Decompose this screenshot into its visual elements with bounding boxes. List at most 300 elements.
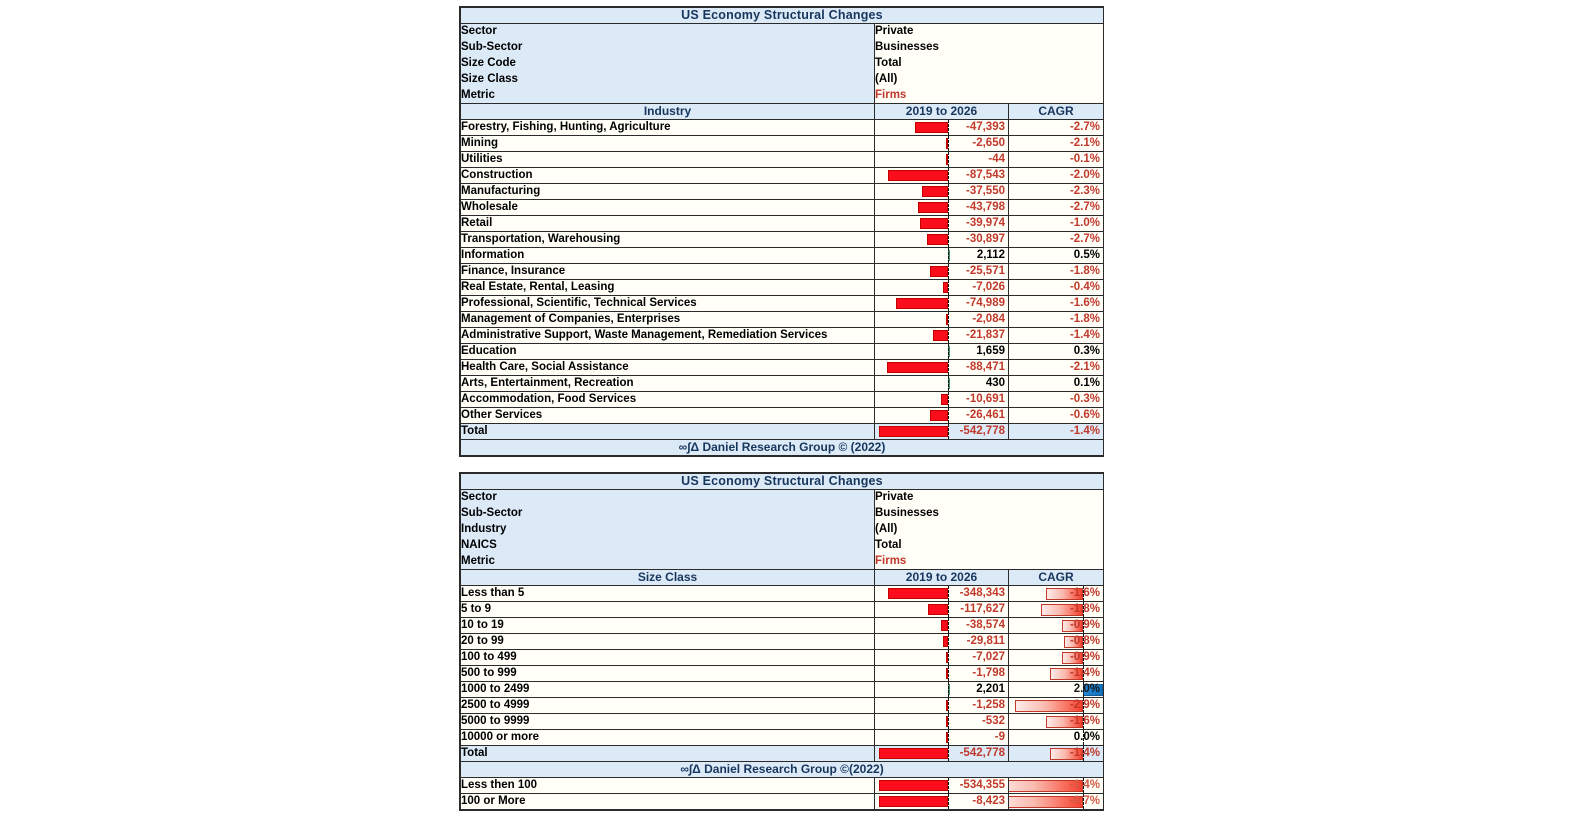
size-summary-rows bbox=[461, 778, 1104, 810]
industry-cagr-value: -2.7% bbox=[1069, 121, 1100, 133]
industry-change-cell bbox=[875, 344, 1009, 360]
industry-change-zero-line bbox=[948, 408, 949, 423]
industry-row-label: Administrative Support, Waste Management, Remediation Services bbox=[461, 328, 875, 344]
industry-change-zero-line bbox=[948, 360, 949, 375]
size-cagr-value: -1.8% bbox=[1069, 603, 1100, 615]
industry-change-bar bbox=[930, 266, 948, 277]
size-change-cell bbox=[875, 650, 1009, 666]
size-change-value: -117,627 bbox=[960, 603, 1005, 615]
size-change-value: -542,778 bbox=[959, 747, 1005, 759]
size-change-zero-line bbox=[948, 666, 949, 681]
size-cagr-value: -1.4% bbox=[1069, 747, 1100, 759]
industry-cagr-cell bbox=[1009, 264, 1104, 280]
industry-footer-row bbox=[461, 440, 1104, 456]
industry-cagr-value: -2.7% bbox=[1069, 201, 1100, 213]
industry-cagr-cell bbox=[1009, 376, 1104, 392]
size-summary-cagr-cell bbox=[1009, 794, 1104, 810]
industry-table-row[interactable] bbox=[461, 408, 1104, 424]
size-filter-value: (All) bbox=[875, 522, 1104, 538]
size-row-label: 2500 to 4999 bbox=[461, 698, 875, 714]
industry-row-label: Construction bbox=[461, 168, 875, 184]
industry-change-value: 430 bbox=[985, 377, 1005, 389]
industry-cagr-cell bbox=[1009, 280, 1104, 296]
industry-change-value: 1,659 bbox=[976, 345, 1005, 357]
industry-row-label: Arts, Entertainment, Recreation bbox=[461, 376, 875, 392]
size-filter-row bbox=[461, 522, 1104, 538]
size-table-row[interactable] bbox=[461, 714, 1104, 730]
industry-change-zero-line bbox=[948, 312, 949, 327]
size-change-cell bbox=[875, 698, 1009, 714]
size-filter-label: Metric bbox=[461, 554, 875, 570]
size-change-zero-line bbox=[948, 650, 949, 665]
industry-row-label: Other Services bbox=[461, 408, 875, 424]
industry-change-zero-line bbox=[948, 136, 949, 151]
industry-cagr-value: -0.4% bbox=[1069, 281, 1100, 293]
size-footer: ∞∫Δ Daniel Research Group ©(2022) bbox=[461, 762, 1104, 778]
industry-change-value: 2,112 bbox=[976, 249, 1005, 261]
size-class-table bbox=[460, 473, 1104, 810]
industry-cagr-cell bbox=[1009, 424, 1104, 440]
size-change-zero-line bbox=[948, 634, 949, 649]
size-summary-change-cell bbox=[875, 794, 1009, 810]
industry-cagr-value: -2.3% bbox=[1069, 185, 1100, 197]
industry-change-zero-line bbox=[948, 200, 949, 215]
industry-change-value: -37,550 bbox=[965, 185, 1005, 197]
industry-cagr-cell bbox=[1009, 408, 1104, 424]
industry-change-bar bbox=[933, 330, 948, 341]
size-row-label: 500 to 999 bbox=[461, 666, 875, 682]
industry-change-value: -21,837 bbox=[965, 329, 1005, 341]
industry-change-cell bbox=[875, 152, 1009, 168]
industry-cagr-cell bbox=[1009, 312, 1104, 328]
size-class-report-panel bbox=[459, 472, 1104, 811]
industry-table-row[interactable] bbox=[461, 216, 1104, 232]
size-change-cell bbox=[875, 682, 1009, 698]
size-cagr-cell bbox=[1009, 650, 1104, 666]
industry-change-bar bbox=[879, 426, 948, 437]
size-cagr-cell bbox=[1009, 634, 1104, 650]
size-summary-row-label: 100 or More bbox=[461, 794, 875, 810]
size-change-cell bbox=[875, 586, 1009, 602]
size-change-cell bbox=[875, 714, 1009, 730]
industry-table-row[interactable] bbox=[461, 136, 1104, 152]
industry-change-cell bbox=[875, 200, 1009, 216]
size-summary-table-row[interactable] bbox=[461, 778, 1104, 794]
industry-filter-value: (All) bbox=[875, 72, 1104, 88]
industry-change-value: -44 bbox=[988, 153, 1005, 165]
industry-table-row[interactable] bbox=[461, 328, 1104, 344]
size-summary-cagr-value: -1.4% bbox=[1069, 779, 1100, 791]
industry-cagr-cell bbox=[1009, 216, 1104, 232]
industry-table-row[interactable] bbox=[461, 296, 1104, 312]
size-table-row[interactable] bbox=[461, 730, 1104, 746]
size-table-row[interactable] bbox=[461, 650, 1104, 666]
size-change-value: -29,811 bbox=[966, 635, 1005, 647]
industry-change-value: -43,798 bbox=[965, 201, 1005, 213]
industry-cagr-value: 0.1% bbox=[1073, 377, 1100, 389]
size-filter-row bbox=[461, 506, 1104, 522]
industry-cagr-cell bbox=[1009, 296, 1104, 312]
industry-change-cell bbox=[875, 248, 1009, 264]
size-cagr-cell bbox=[1009, 618, 1104, 634]
size-col-cagr: CAGR bbox=[1009, 570, 1104, 586]
size-cagr-value: 0.0% bbox=[1073, 731, 1100, 743]
size-col-label: Size Class bbox=[461, 570, 875, 586]
size-filter-label: Sub-Sector bbox=[461, 506, 875, 522]
size-change-cell bbox=[875, 730, 1009, 746]
industry-table-row[interactable] bbox=[461, 232, 1104, 248]
industry-change-bar bbox=[941, 394, 948, 405]
industry-row-label: Accommodation, Food Services bbox=[461, 392, 875, 408]
industry-filter-block bbox=[461, 24, 1104, 104]
size-row-label: 5000 to 9999 bbox=[461, 714, 875, 730]
industry-column-header-row bbox=[461, 104, 1104, 120]
size-cagr-cell bbox=[1009, 682, 1104, 698]
industry-filter-value: Businesses bbox=[875, 40, 1104, 56]
industry-change-zero-line bbox=[948, 376, 949, 391]
industry-cagr-value: -0.6% bbox=[1069, 409, 1100, 421]
size-summary-change-zero-line bbox=[948, 794, 949, 809]
industry-change-cell bbox=[875, 184, 1009, 200]
size-filter-value: Firms bbox=[875, 554, 1104, 570]
industry-table-row[interactable] bbox=[461, 376, 1104, 392]
industry-table-row[interactable] bbox=[461, 200, 1104, 216]
industry-change-bar bbox=[920, 218, 948, 229]
industry-change-cell bbox=[875, 264, 1009, 280]
size-cagr-value: -2.9% bbox=[1069, 699, 1100, 711]
industry-filter-label: Metric bbox=[461, 88, 875, 104]
industry-change-cell bbox=[875, 280, 1009, 296]
industry-table-row[interactable] bbox=[461, 280, 1104, 296]
industry-filter-value: Firms bbox=[875, 88, 1104, 104]
industry-cagr-value: -2.1% bbox=[1069, 137, 1100, 149]
industry-change-value: -542,778 bbox=[959, 425, 1005, 437]
size-filter-row bbox=[461, 538, 1104, 554]
size-col-change: 2019 to 2026 bbox=[875, 570, 1009, 586]
industry-cagr-value: -0.1% bbox=[1069, 153, 1100, 165]
size-summary-change-bar bbox=[879, 780, 948, 791]
industry-table-row[interactable] bbox=[461, 392, 1104, 408]
industry-row-label: Utilities bbox=[461, 152, 875, 168]
size-data-rows bbox=[461, 586, 1104, 762]
industry-change-value: -2,084 bbox=[972, 313, 1005, 325]
industry-filter-row bbox=[461, 88, 1104, 104]
size-summary-cagr-cell bbox=[1009, 778, 1104, 794]
industry-change-value: -39,974 bbox=[965, 217, 1005, 229]
industry-table-row[interactable] bbox=[461, 424, 1104, 440]
size-filter-label: Industry bbox=[461, 522, 875, 538]
industry-cagr-cell bbox=[1009, 200, 1104, 216]
size-table-row[interactable] bbox=[461, 602, 1104, 618]
industry-change-value: -10,691 bbox=[965, 393, 1005, 405]
industry-filter-row bbox=[461, 24, 1104, 40]
industry-report-panel bbox=[459, 6, 1104, 457]
size-footer-row bbox=[461, 762, 1104, 778]
size-change-zero-line bbox=[948, 682, 949, 697]
size-change-cell bbox=[875, 746, 1009, 762]
industry-col-cagr: CAGR bbox=[1009, 104, 1104, 120]
size-change-bar bbox=[928, 604, 948, 615]
industry-cagr-cell bbox=[1009, 120, 1104, 136]
industry-change-zero-line bbox=[948, 296, 949, 311]
industry-change-cell bbox=[875, 424, 1009, 440]
industry-cagr-value: -1.4% bbox=[1069, 425, 1100, 437]
industry-change-zero-line bbox=[948, 168, 949, 183]
size-change-value: -348,343 bbox=[959, 587, 1005, 599]
industry-row-label: Forestry, Fishing, Hunting, Agriculture bbox=[461, 120, 875, 136]
size-change-zero-line bbox=[948, 698, 949, 713]
size-change-zero-line bbox=[948, 746, 949, 761]
industry-cagr-value: -2.0% bbox=[1069, 169, 1100, 181]
industry-change-value: -30,897 bbox=[965, 233, 1005, 245]
industry-change-zero-line bbox=[948, 328, 949, 343]
size-change-value: -1,798 bbox=[972, 667, 1005, 679]
size-cagr-value: -0.9% bbox=[1069, 651, 1100, 663]
industry-cagr-cell bbox=[1009, 232, 1104, 248]
size-change-bar bbox=[941, 620, 948, 631]
industry-row-label: Transportation, Warehousing bbox=[461, 232, 875, 248]
industry-change-bar bbox=[887, 362, 948, 373]
industry-filter-row bbox=[461, 40, 1104, 56]
industry-change-bar bbox=[918, 202, 948, 213]
size-table-row[interactable] bbox=[461, 682, 1104, 698]
industry-table-row[interactable] bbox=[461, 248, 1104, 264]
size-change-cell bbox=[875, 634, 1009, 650]
industry-change-value: -88,471 bbox=[965, 361, 1005, 373]
industry-row-label: Health Care, Social Assistance bbox=[461, 360, 875, 376]
size-row-label: 5 to 9 bbox=[461, 602, 875, 618]
size-cagr-cell bbox=[1009, 602, 1104, 618]
size-change-value: -7,027 bbox=[972, 651, 1005, 663]
industry-filter-row bbox=[461, 72, 1104, 88]
industry-change-zero-line bbox=[948, 248, 949, 263]
size-filter-label: NAICS bbox=[461, 538, 875, 554]
industry-cagr-value: 0.3% bbox=[1073, 345, 1100, 357]
industry-change-value: -74,989 bbox=[965, 297, 1005, 309]
size-table-row[interactable] bbox=[461, 586, 1104, 602]
industry-table-row[interactable] bbox=[461, 312, 1104, 328]
size-cagr-cell bbox=[1009, 730, 1104, 746]
size-change-bar bbox=[888, 588, 948, 599]
industry-row-label: Wholesale bbox=[461, 200, 875, 216]
industry-change-zero-line bbox=[948, 120, 949, 135]
industry-cagr-cell bbox=[1009, 168, 1104, 184]
industry-row-label: Education bbox=[461, 344, 875, 360]
size-summary-change-zero-line bbox=[948, 778, 949, 793]
size-filter-value: Private bbox=[875, 490, 1104, 506]
industry-change-cell bbox=[875, 232, 1009, 248]
size-table-row[interactable] bbox=[461, 618, 1104, 634]
industry-cagr-value: -2.1% bbox=[1069, 361, 1100, 373]
industry-cagr-value: 0.5% bbox=[1073, 249, 1100, 261]
size-cagr-cell bbox=[1009, 698, 1104, 714]
industry-change-cell bbox=[875, 376, 1009, 392]
size-change-zero-line bbox=[948, 730, 949, 745]
industry-cagr-cell bbox=[1009, 328, 1104, 344]
industry-change-value: -2,650 bbox=[972, 137, 1005, 149]
size-summary-table-row[interactable] bbox=[461, 794, 1104, 810]
size-row-label: Total bbox=[461, 746, 875, 762]
industry-change-value: -47,393 bbox=[965, 121, 1005, 133]
industry-row-label: Mining bbox=[461, 136, 875, 152]
size-row-label: 1000 to 2499 bbox=[461, 682, 875, 698]
industry-row-label: Information bbox=[461, 248, 875, 264]
industry-change-zero-line bbox=[948, 184, 949, 199]
industry-change-cell bbox=[875, 136, 1009, 152]
industry-change-bar bbox=[930, 410, 948, 421]
size-filter-block bbox=[461, 490, 1104, 570]
industry-cagr-value: -1.8% bbox=[1069, 313, 1100, 325]
size-change-value: -9 bbox=[994, 731, 1005, 743]
size-summary-change-value: -8,423 bbox=[972, 795, 1005, 807]
industry-cagr-cell bbox=[1009, 136, 1104, 152]
size-banner: US Economy Structural Changes bbox=[461, 474, 1104, 490]
size-table-row[interactable] bbox=[461, 634, 1104, 650]
industry-change-cell bbox=[875, 312, 1009, 328]
industry-cagr-value: -2.7% bbox=[1069, 233, 1100, 245]
size-cagr-value: -1.6% bbox=[1069, 715, 1100, 727]
size-row-label: 10000 or more bbox=[461, 730, 875, 746]
size-cagr-value: 2.0% bbox=[1073, 683, 1100, 695]
size-summary-row-label: Less then 100 bbox=[461, 778, 875, 794]
industry-table-row[interactable] bbox=[461, 120, 1104, 136]
size-cagr-value: -1.6% bbox=[1069, 587, 1100, 599]
size-row-label: 20 to 99 bbox=[461, 634, 875, 650]
size-table-row[interactable] bbox=[461, 746, 1104, 762]
industry-row-label: Finance, Insurance bbox=[461, 264, 875, 280]
industry-table-row[interactable] bbox=[461, 152, 1104, 168]
industry-cagr-cell bbox=[1009, 152, 1104, 168]
size-row-label: 100 to 499 bbox=[461, 650, 875, 666]
industry-banner: US Economy Structural Changes bbox=[461, 8, 1104, 24]
size-summary-change-value: -534,355 bbox=[959, 779, 1005, 791]
industry-filter-value: Private bbox=[875, 24, 1104, 40]
size-filter-row bbox=[461, 554, 1104, 570]
size-summary-cagr-value: -0.7% bbox=[1069, 795, 1100, 807]
size-change-value: -1,258 bbox=[972, 699, 1005, 711]
size-row-label: 10 to 19 bbox=[461, 618, 875, 634]
industry-change-cell bbox=[875, 328, 1009, 344]
size-cagr-cell bbox=[1009, 586, 1104, 602]
size-filter-value: Businesses bbox=[875, 506, 1104, 522]
size-column-header-row bbox=[461, 570, 1104, 586]
industry-row-label: Total bbox=[461, 424, 875, 440]
industry-change-value: -87,543 bbox=[965, 169, 1005, 181]
industry-change-zero-line bbox=[948, 392, 949, 407]
industry-change-cell bbox=[875, 360, 1009, 376]
industry-col-label: Industry bbox=[461, 104, 875, 120]
industry-change-value: -25,571 bbox=[965, 265, 1005, 277]
industry-row-label: Professional, Scientific, Technical Services bbox=[461, 296, 875, 312]
industry-data-rows bbox=[461, 120, 1104, 440]
industry-table-row[interactable] bbox=[461, 168, 1104, 184]
industry-change-bar bbox=[896, 298, 948, 309]
size-row-label: Less than 5 bbox=[461, 586, 875, 602]
size-change-value: 2,201 bbox=[976, 683, 1005, 695]
industry-change-zero-line bbox=[948, 232, 949, 247]
industry-table-row[interactable] bbox=[461, 360, 1104, 376]
size-change-value: -532 bbox=[981, 715, 1005, 727]
industry-cagr-value: -1.6% bbox=[1069, 297, 1100, 309]
industry-cagr-value: -1.8% bbox=[1069, 265, 1100, 277]
industry-row-label: Manufacturing bbox=[461, 184, 875, 200]
industry-cagr-cell bbox=[1009, 360, 1104, 376]
industry-change-cell bbox=[875, 216, 1009, 232]
size-change-zero-line bbox=[948, 714, 949, 729]
size-change-cell bbox=[875, 602, 1009, 618]
industry-filter-label: Sub-Sector bbox=[461, 40, 875, 56]
industry-table-row[interactable] bbox=[461, 184, 1104, 200]
size-change-bar bbox=[879, 748, 948, 759]
industry-col-change: 2019 to 2026 bbox=[875, 104, 1009, 120]
industry-filter-row bbox=[461, 56, 1104, 72]
size-filter-row bbox=[461, 490, 1104, 506]
industry-cagr-value: -1.0% bbox=[1069, 217, 1100, 229]
industry-change-zero-line bbox=[948, 344, 949, 359]
industry-change-cell bbox=[875, 392, 1009, 408]
industry-change-bar bbox=[888, 170, 948, 181]
industry-row-label: Management of Companies, Enterprises bbox=[461, 312, 875, 328]
industry-filter-label: Size Code bbox=[461, 56, 875, 72]
industry-filter-label: Size Class bbox=[461, 72, 875, 88]
size-filter-value: Total bbox=[875, 538, 1104, 554]
industry-change-zero-line bbox=[948, 264, 949, 279]
industry-change-bar bbox=[915, 122, 948, 133]
size-change-zero-line bbox=[948, 586, 949, 601]
size-summary-change-cell bbox=[875, 778, 1009, 794]
industry-row-label: Real Estate, Rental, Leasing bbox=[461, 280, 875, 296]
industry-change-value: -7,026 bbox=[972, 281, 1005, 293]
size-change-zero-line bbox=[948, 602, 949, 617]
industry-change-bar bbox=[927, 234, 948, 245]
size-change-zero-line bbox=[948, 618, 949, 633]
industry-row-label: Retail bbox=[461, 216, 875, 232]
industry-change-zero-line bbox=[948, 424, 949, 439]
industry-cagr-cell bbox=[1009, 248, 1104, 264]
size-change-cell bbox=[875, 618, 1009, 634]
industry-change-value: -26,461 bbox=[965, 409, 1005, 421]
industry-cagr-cell bbox=[1009, 392, 1104, 408]
size-table-row[interactable] bbox=[461, 666, 1104, 682]
industry-change-cell bbox=[875, 296, 1009, 312]
industry-table bbox=[460, 7, 1104, 456]
size-cagr-value: -1.4% bbox=[1069, 667, 1100, 679]
industry-change-bar bbox=[922, 186, 948, 197]
size-table-row[interactable] bbox=[461, 698, 1104, 714]
size-banner-row bbox=[461, 474, 1104, 490]
industry-cagr-value: -1.4% bbox=[1069, 329, 1100, 341]
industry-cagr-cell bbox=[1009, 344, 1104, 360]
industry-table-row[interactable] bbox=[461, 344, 1104, 360]
industry-change-zero-line bbox=[948, 152, 949, 167]
size-cagr-cell bbox=[1009, 714, 1104, 730]
industry-change-cell bbox=[875, 168, 1009, 184]
industry-banner-row bbox=[461, 8, 1104, 24]
industry-cagr-cell bbox=[1009, 184, 1104, 200]
industry-change-cell bbox=[875, 408, 1009, 424]
industry-cagr-value: -0.3% bbox=[1069, 393, 1100, 405]
size-cagr-value: -0.8% bbox=[1069, 635, 1100, 647]
size-change-value: -38,574 bbox=[965, 619, 1005, 631]
size-summary-change-bar bbox=[879, 796, 948, 807]
size-cagr-cell bbox=[1009, 666, 1104, 682]
industry-footer: ∞∫Δ Daniel Research Group © (2022) bbox=[461, 440, 1104, 456]
size-filter-label: Sector bbox=[461, 490, 875, 506]
industry-filter-label: Sector bbox=[461, 24, 875, 40]
industry-change-zero-line bbox=[948, 280, 949, 295]
industry-table-row[interactable] bbox=[461, 264, 1104, 280]
size-cagr-value: -0.9% bbox=[1069, 619, 1100, 631]
